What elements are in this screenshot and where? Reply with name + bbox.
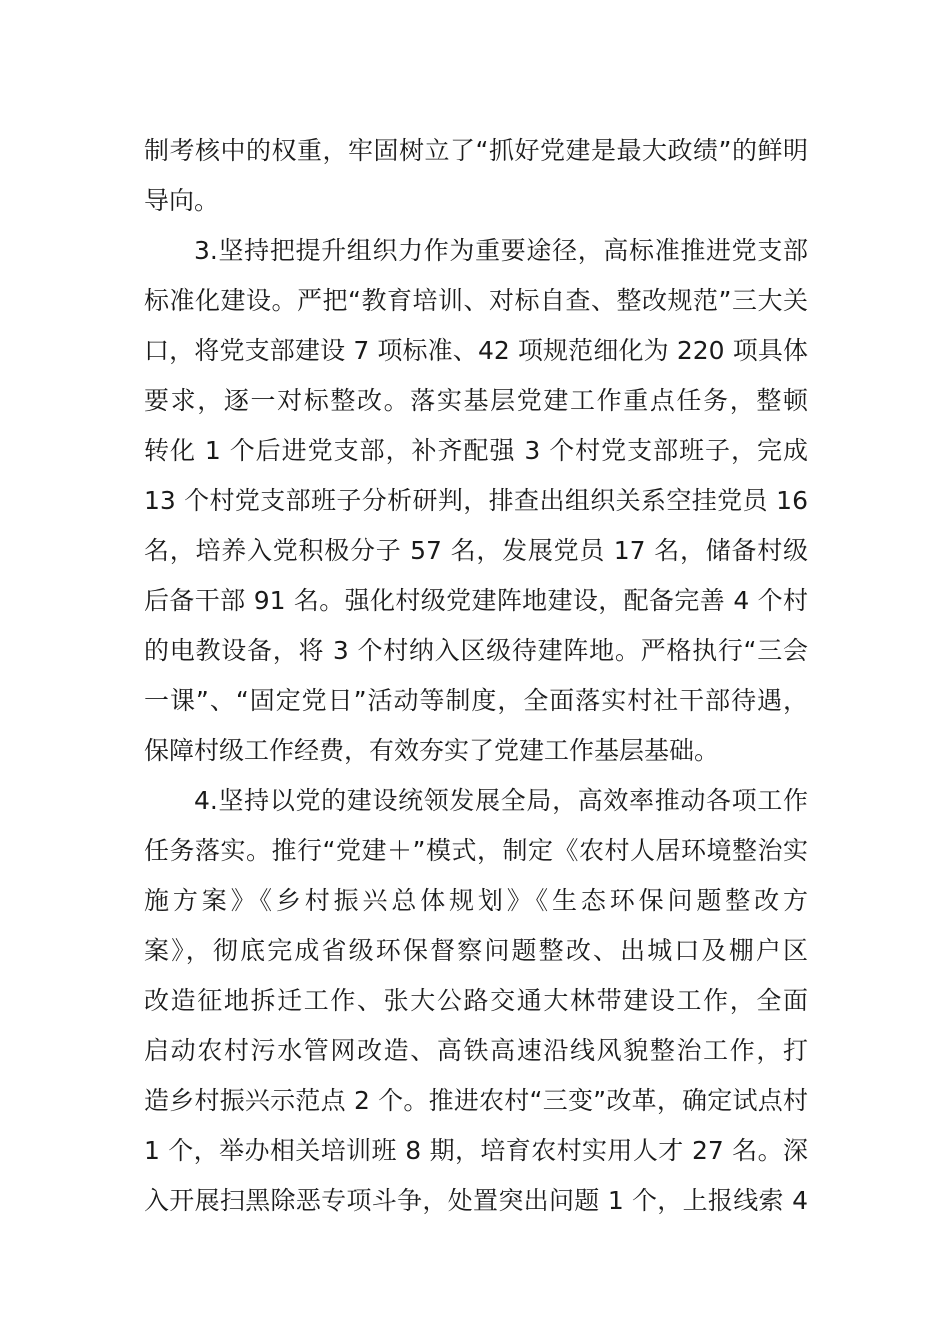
text-line: 案》，彻底完成省级环保督察问题整改、出城口及棚户区 <box>144 936 808 965</box>
text-line: 的电教设备，将 3 个村纳入区级待建阵地。严格执行“三会 <box>144 636 808 665</box>
text-line: 3.坚持把提升组织力作为重要途径，高标准推进党支部 <box>194 236 808 265</box>
text-line: 转化 1 个后进党支部，补齐配强 3 个村党支部班子，完成 <box>144 436 808 465</box>
text-line: 入开展扫黑除恶专项斗争，处置突出问题 1 个，上报线索 4 <box>144 1186 808 1215</box>
text-line: 一课”、“固定党日”活动等制度，全面落实村社干部待遇， <box>144 686 808 715</box>
text-line: 启动农村污水管网改造、高铁高速沿线风貌整治工作，打 <box>144 1036 808 1065</box>
text-line: 4.坚持以党的建设统领发展全局，高效率推动各项工作 <box>194 786 808 815</box>
text-line: 保障村级工作经费，有效夯实了党建工作基层基础。 <box>144 736 720 765</box>
paragraph-3 <box>144 226 808 776</box>
text-line: 口，将党支部建设 7 项标准、42 项规范细化为 220 项具体 <box>144 336 808 365</box>
document-body <box>144 126 808 1226</box>
text-line: 任务落实。推行“党建＋”模式，制定《农村人居环境整治实 <box>144 836 808 865</box>
text-line: 制考核中的权重，牢固树立了“抓好党建是最大政绩”的鲜明 <box>144 136 808 165</box>
paragraph-4 <box>144 776 808 1226</box>
text-line: 标准化建设。严把“教育培训、对标自查、整改规范”三大关 <box>144 286 808 315</box>
text-line: 名，培养入党积极分子 57 名，发展党员 17 名，储备村级 <box>144 536 808 565</box>
text-line: 1 个，举办相关培训班 8 期，培育农村实用人才 27 名。深 <box>144 1136 808 1165</box>
text-line: 造乡村振兴示范点 2 个。推进农村“三变”改革，确定试点村 <box>144 1086 808 1115</box>
text-line: 13 个村党支部班子分析研判，排查出组织关系空挂党员 16 <box>144 486 808 515</box>
text-line: 改造征地拆迁工作、张大公路交通大林带建设工作，全面 <box>144 986 808 1015</box>
text-line: 后备干部 91 名。强化村级党建阵地建设，配备完善 4 个村 <box>144 586 808 615</box>
paragraph-continuation <box>144 126 808 226</box>
text-line: 导向。 <box>144 186 220 215</box>
text-line: 要求，逐一对标整改。落实基层党建工作重点任务，整顿 <box>144 386 808 415</box>
text-line: 施方案》《乡村振兴总体规划》《生态环保问题整改方 <box>144 886 808 915</box>
